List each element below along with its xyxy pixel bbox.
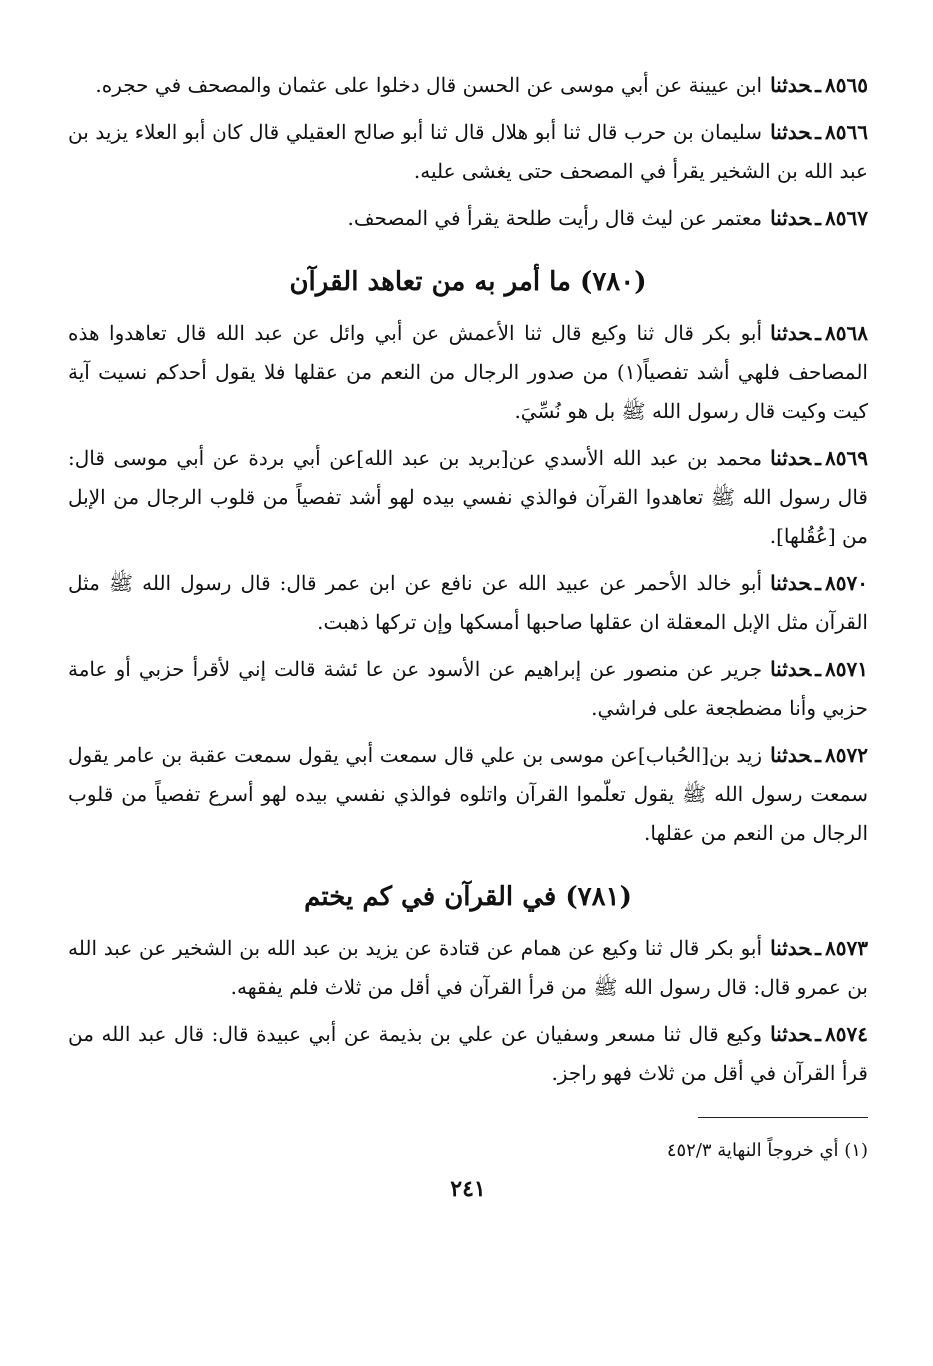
hadith-8565 <box>68 66 868 105</box>
hadith-8572 <box>68 736 868 853</box>
hadith-number: ٨٥٦٧ <box>825 206 868 230</box>
hadith-number: ٨٥٦٩ <box>825 446 868 470</box>
hadith-8566 <box>68 113 868 191</box>
hadith-number: ٨٥٧٢ <box>825 743 868 767</box>
hadith-text: أبو خالد الأحمر عن عبيد الله عن نافع عن ابن عمر قال: قال رسول الله ﷺ مثل القرآن مثل الإبل المعقلة ان عقلها صاحبها أمسكها وإن تركها ذهبت. <box>68 571 868 634</box>
hadith-8568 <box>68 314 868 431</box>
hadith-dash: ـ <box>815 743 822 767</box>
footnote-divider <box>698 1117 868 1118</box>
hadith-opener: حدثنا <box>770 321 812 345</box>
hadith-text: جرير عن منصور عن إبراهيم عن الأسود عن عا ئشة قالت إني لأقرأ حزبي أو عامة حزبي وأنا مضطجعة على فراشي. <box>68 657 868 720</box>
hadith-text: محمد بن عبد الله الأسدي عن[بريد بن عبد الله]عن أبي بردة عن أبي موسى قال: قال رسول الله ﷺ تعاهدوا القرآن فوالذي نفسي بيده لهو أشد تفصياً من قلوب الرجال من الإبل من [عُقُلها]. <box>68 446 868 548</box>
hadith-dash: ـ <box>815 1022 822 1046</box>
hadith-opener: حدثنا <box>770 206 812 230</box>
footnote: (١) أي خروجاً النهاية ٤٥٢/٣ <box>666 1140 868 1161</box>
hadith-text: معتمر عن ليث قال رأيت طلحة يقرأ في المصحف. <box>347 206 763 230</box>
hadith-opener: حدثنا <box>770 73 812 97</box>
hadith-opener: حدثنا <box>770 571 812 595</box>
hadith-dash: ـ <box>815 73 822 97</box>
hadith-dash: ـ <box>815 206 822 230</box>
page-number: ٢٤١ <box>450 1176 486 1202</box>
hadith-opener: حدثنا <box>770 120 812 144</box>
hadith-text: أبو بكر قال ثنا وكيع قال ثنا الأعمش عن أبي وائل عن عبد الله قال تعاهدوا هذه المصاحف فلهي أشد تفصياً(١) من صدور الرجال من النعم من عقلها فلا يقول أحدكم نسيت آية كيت وكيت قال رسول الله ﷺ بل هو نُسِّيَ. <box>68 321 868 423</box>
hadith-opener: حدثنا <box>770 446 812 470</box>
hadith-text: زيد بن[الحُباب]عن موسى بن علي قال سمعت أبي يقول سمعت عقبة بن عامر يقول سمعت رسول الله ﷺ يقول تعلّموا القرآن واتلوه فوالذي نفسي بيده لهو أسرع تفصياً من قلوب الرجال من النعم من عقلها. <box>68 743 868 845</box>
hadith-8573 <box>68 929 868 1007</box>
hadith-8570 <box>68 564 868 642</box>
hadith-dash: ـ <box>815 657 822 681</box>
hadith-group-bottom <box>68 929 868 1093</box>
hadith-8569 <box>68 439 868 556</box>
hadith-number: ٨٥٧٤ <box>825 1022 868 1046</box>
hadith-number: ٨٥٧٣ <box>825 936 868 960</box>
hadith-8574 <box>68 1015 868 1093</box>
chapter-heading-780: (٧٨٠) ما أمر به من تعاهد القرآن <box>289 267 647 297</box>
hadith-opener: حدثنا <box>770 657 812 681</box>
hadith-number: ٨٥٦٨ <box>825 321 868 345</box>
hadith-number: ٨٥٧١ <box>825 657 868 681</box>
hadith-dash: ـ <box>815 446 822 470</box>
hadith-dash: ـ <box>815 321 822 345</box>
book-page <box>68 66 868 1346</box>
chapter-heading-781: (٧٨١) في القرآن في كم يختم <box>304 882 632 912</box>
hadith-opener: حدثنا <box>770 936 812 960</box>
hadith-text: ابن عيينة عن أبي موسى عن الحسن قال دخلوا على عثمان والمصحف في حجره. <box>95 73 763 97</box>
hadith-number: ٨٥٦٥ <box>825 73 868 97</box>
hadith-group-mid <box>68 314 868 853</box>
hadith-dash: ـ <box>815 571 822 595</box>
hadith-group-top <box>68 66 868 238</box>
hadith-text: أبو بكر قال ثنا وكيع عن همام عن قتادة عن يزيد بن عبد الله بن الشخير عن عبد الله بن عمرو قال: قال رسول الله ﷺ من قرأ القرآن في أقل من ثلاث فلم يفقهه. <box>68 936 868 999</box>
hadith-number: ٨٥٧٠ <box>825 571 868 595</box>
hadith-8571 <box>68 650 868 728</box>
hadith-8567 <box>68 199 868 238</box>
hadith-dash: ـ <box>815 120 822 144</box>
hadith-text: وكيع قال ثنا مسعر وسفيان عن علي بن بذيمة عن أبي عبيدة قال: قال عبد الله من قرأ القرآن في أقل من ثلاث فهو راجز. <box>68 1022 868 1085</box>
hadith-dash: ـ <box>815 936 822 960</box>
hadith-text: سليمان بن حرب قال ثنا أبو هلال قال ثنا أبو صالح العقيلي قال كان أبو العلاء يزيد بن عبد الله بن الشخير يقرأ في المصحف حتى يغشى عليه. <box>68 120 868 183</box>
hadith-number: ٨٥٦٦ <box>825 120 868 144</box>
hadith-opener: حدثنا <box>770 1022 812 1046</box>
hadith-opener: حدثنا <box>770 743 812 767</box>
